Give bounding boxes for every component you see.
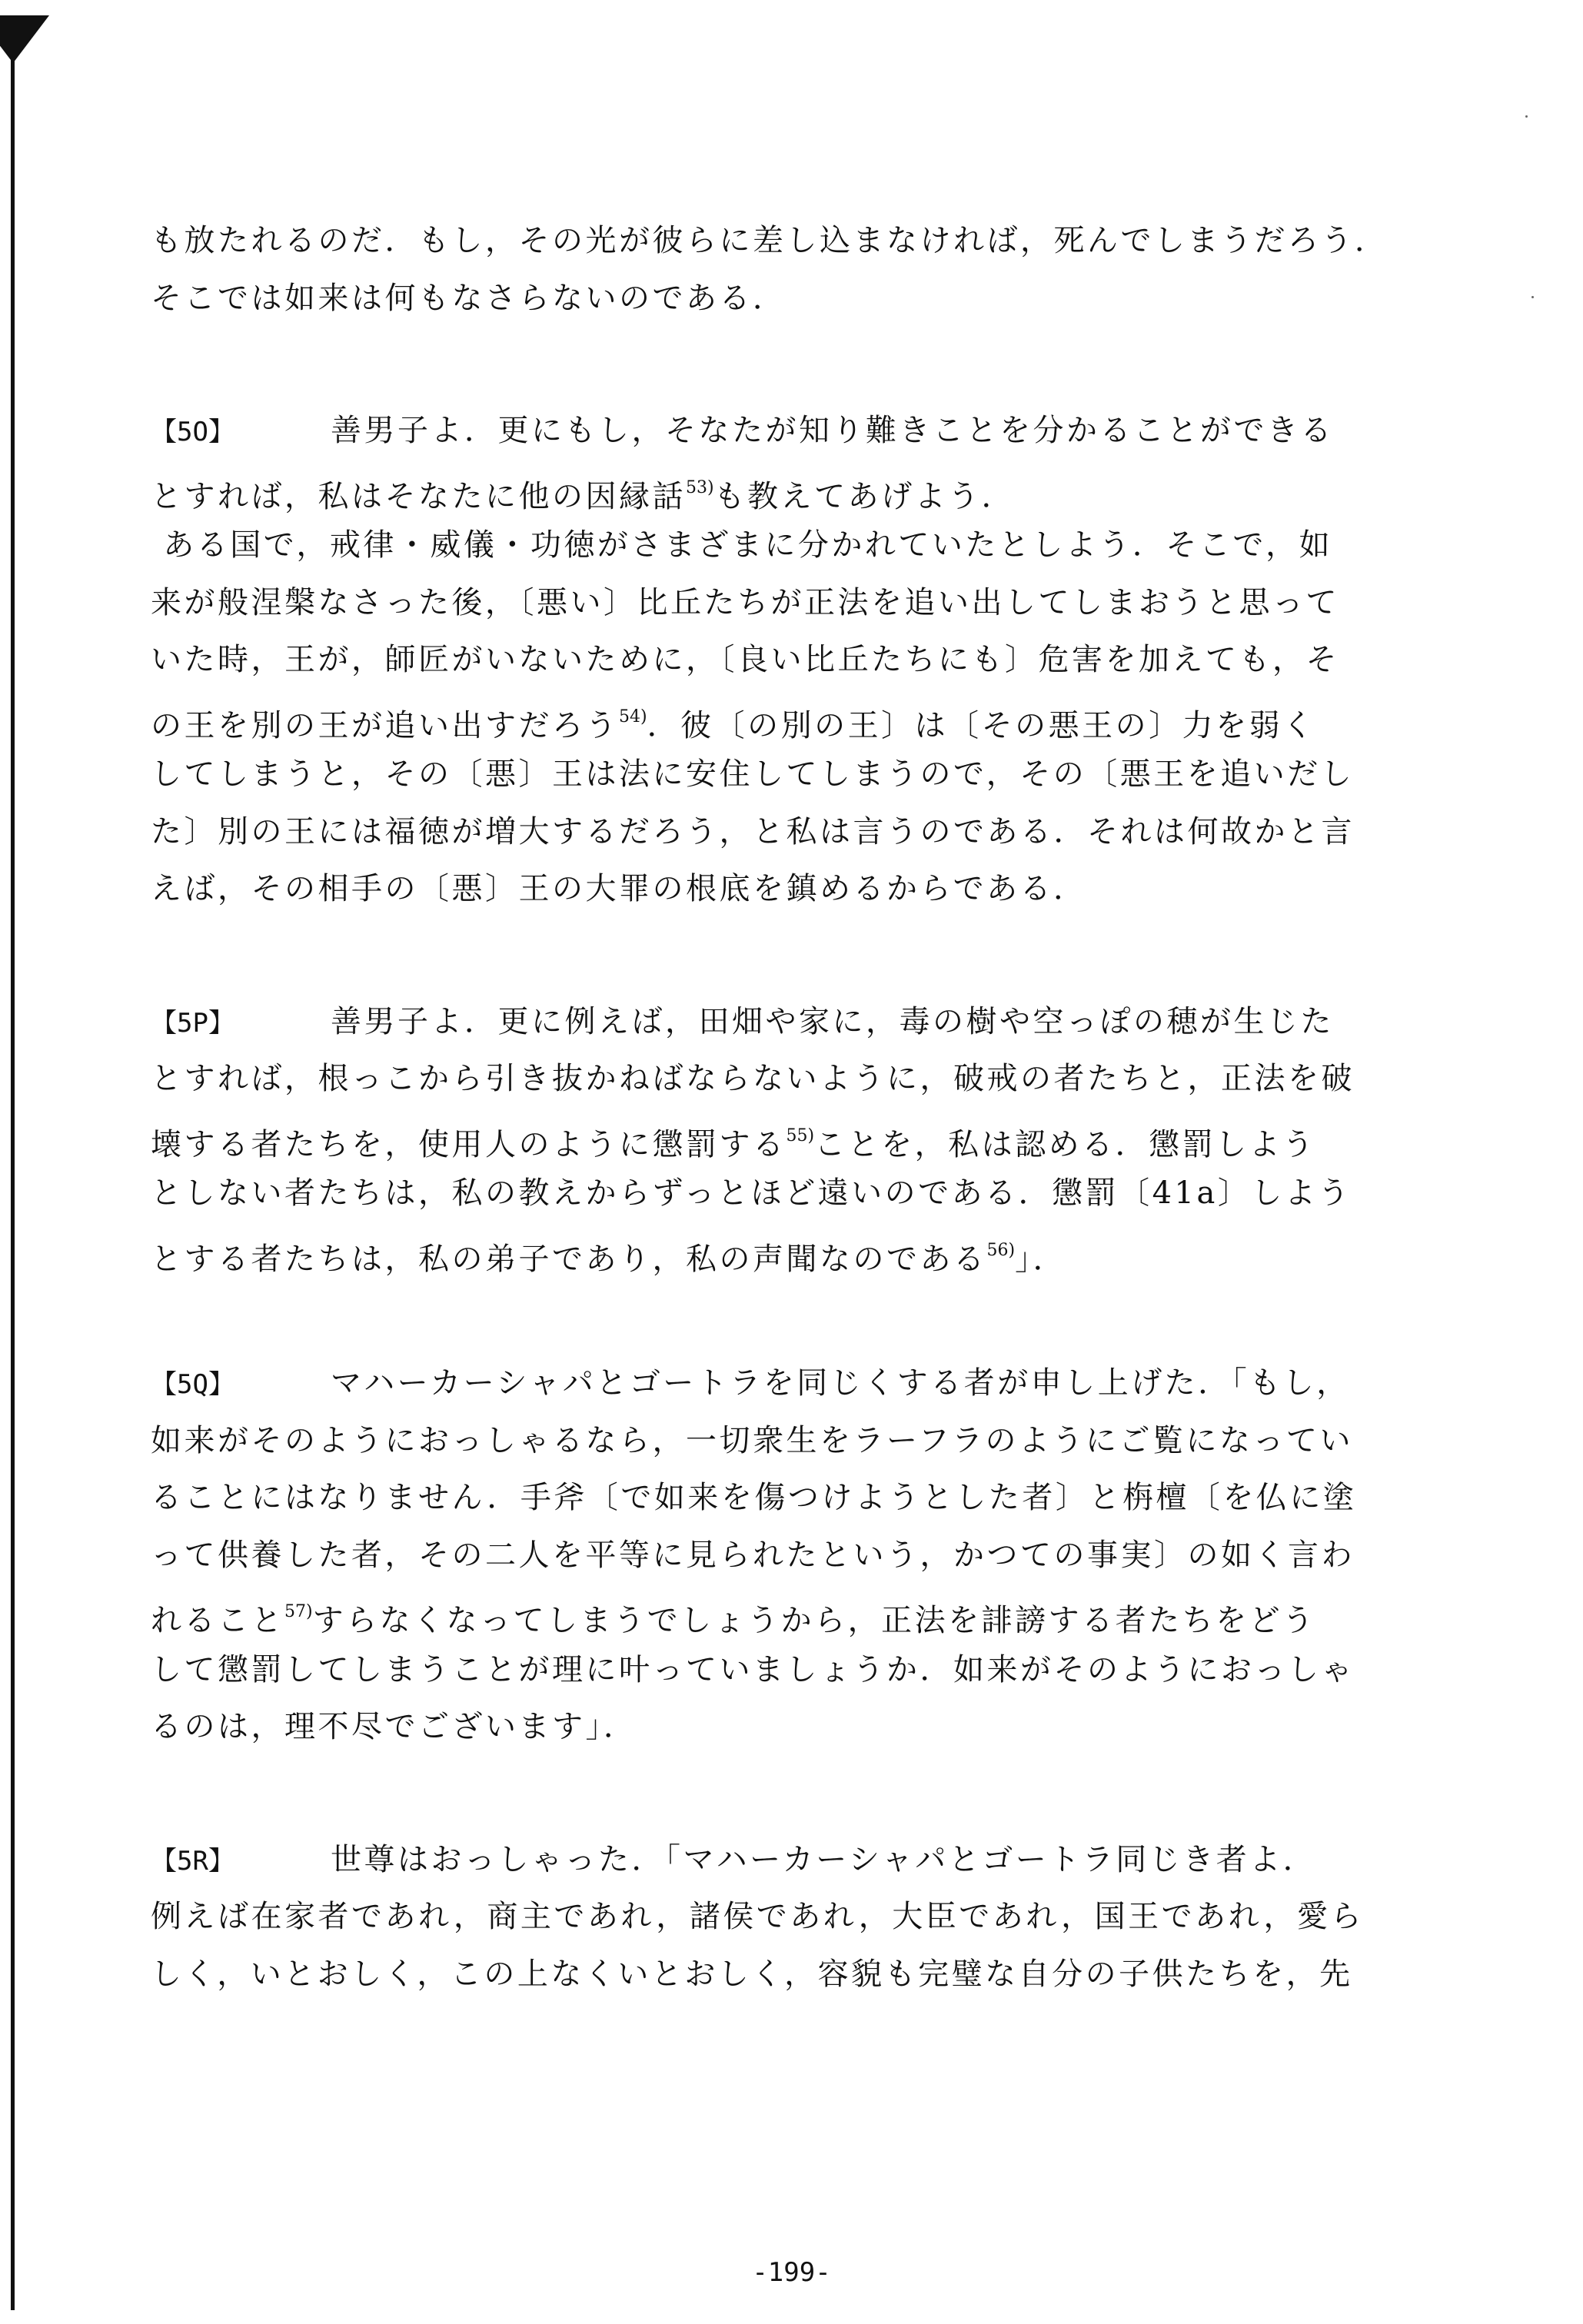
paragraph-5Q-first-line: 【5Q】 マハーカーシャパとゴートラを同じくする者が申し上げた．「もし， xyxy=(151,1355,1335,1412)
paragraph-5P-first-line: 【5P】 善男子よ．更に例えば，田畑や家に，毒の樹や空っぽの穂が生じた xyxy=(151,993,1335,1051)
paragraph-label: 【5O】 xyxy=(151,417,234,447)
text-line: るのは，理不尽でございます」． xyxy=(151,1709,637,1744)
text-line: の王を別の王が追い出すだろう$^{54)}$．彼〔の別の王〕は〔その悪王の〕力を弱く xyxy=(151,707,1316,743)
text-line: ある国で，戒律・威儀・功徳がさまざまに分かれていたとしよう．そこで，如 xyxy=(163,527,1333,563)
text-line: とすれば，私はそなたに他の因縁話$^{53)}$も教えてあげよう． xyxy=(151,477,1016,514)
paragraph-label: 【5Q】 xyxy=(151,1369,234,1400)
binding-corner-mark xyxy=(0,15,49,63)
paragraph-5O-first-line: 【5O】 善男子よ．更にもし，そなたが知り難きことを分かることができる xyxy=(151,402,1335,460)
text-line: 壊する者たちを，使用人のように懲罰する$^{55)}$ことを，私は認める．懲罰しよう xyxy=(151,1125,1316,1162)
footnote-ref: 54) xyxy=(619,707,647,726)
text-line: とする者たちは，私の弟子であり，私の声聞なのである$^{56)}$」． xyxy=(151,1240,1067,1277)
text-line: 如来がそのようにおっしゃるなら，一切衆生をラーフラのようにご覧になってい xyxy=(151,1422,1353,1458)
text-line: 例えば在家者であれ，商主であれ，諸侯であれ，大臣であれ，国王であれ，愛ら xyxy=(151,1899,1364,1934)
text-line: えば，その相手の〔悪〕王の大罪の根底を鎮めるからである． xyxy=(151,871,1087,906)
text-line: ることにはなりません．手斧〔で如来を傷つけようとした者〕と栴檀〔を仏に塗 xyxy=(151,1480,1357,1515)
text-line: いた時，王が，師匠がいないために，〔良い比丘たちにも〕危害を加えても，そ xyxy=(151,642,1339,677)
text-line: して懲罰してしまうことが理に叶っていましょうか．如来がそのようにおっしゃ xyxy=(151,1651,1355,1687)
text-line: も放たれるのだ．もし，その光が彼らに差し込まなければ，死んでしまうだろう． xyxy=(151,223,1388,258)
text-line: としない者たちは，私の教えからずっとほど遠いのである．懲罰〔41a〕しよう xyxy=(151,1175,1352,1211)
page-body xyxy=(151,212,1388,2003)
footnote-ref: 57) xyxy=(284,1602,313,1621)
footnote-ref: 56) xyxy=(986,1240,1016,1260)
text-line: そこでは如来は何もなさらないのである． xyxy=(151,280,787,316)
text-line: しく，いとおしく，この上なくいとおしく，容貌も完璧な自分の子供たちを，先 xyxy=(151,1956,1353,1992)
text-line: って供養した者，その二人を平等に見られたという，かつての事実〕の如く言わ xyxy=(151,1537,1355,1573)
text-line: してしまうと，その〔悪〕王は法に安住してしまうので，その〔悪王を追いだし xyxy=(151,756,1355,792)
text-line: た〕別の王には福徳が増大するだろう，と私は言うのである．それは何故かと言 xyxy=(151,813,1355,849)
page-number: -199- xyxy=(752,2257,831,2288)
text-line: れること$^{57)}$すらなくなってしまうでしょうから，正法を誹謗する者たちをどう xyxy=(151,1602,1316,1638)
binding-line xyxy=(11,15,15,2310)
paragraph-label: 【5P】 xyxy=(151,1007,234,1039)
text-line: 来が般涅槃なさった後，〔悪い〕比丘たちが正法を追い出してしまおうと思って xyxy=(151,584,1339,620)
footnote-ref: 55) xyxy=(786,1125,815,1145)
scan-speck xyxy=(1531,296,1534,298)
paragraph-5R-first-line: 【5R】 世尊はおっしゃった．「マハーカーシャパとゴートラ同じき者よ． xyxy=(151,1831,1335,1889)
paragraph-label: 【5R】 xyxy=(151,1845,234,1877)
text-line: とすれば，根っこから引き抜かねばならないように，破戒の者たちと，正法を破 xyxy=(151,1061,1355,1096)
scan-speck xyxy=(1525,115,1528,118)
footnote-ref: 53) xyxy=(686,477,714,497)
